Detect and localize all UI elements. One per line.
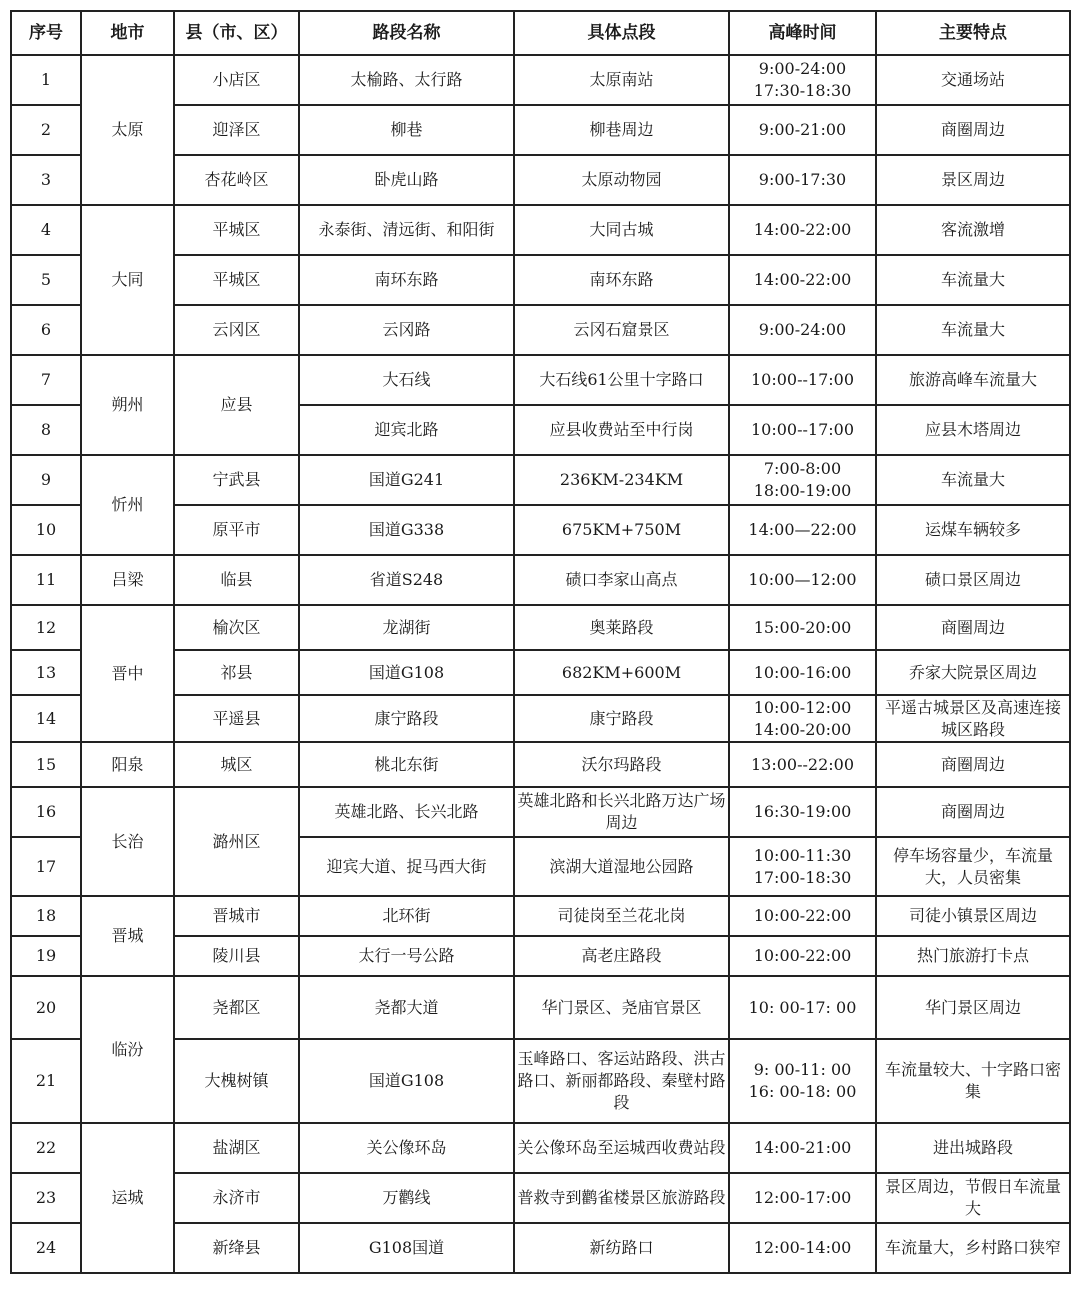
cell-no: 1 — [11, 55, 81, 105]
cell-county: 盐湖区 — [174, 1123, 299, 1173]
cell-spot: 滨湖大道湿地公园路 — [514, 837, 729, 896]
cell-feature: 热门旅游打卡点 — [876, 936, 1070, 976]
cell-spot: 高老庄路段 — [514, 936, 729, 976]
cell-county: 祁县 — [174, 650, 299, 695]
cell-feature: 乔家大院景区周边 — [876, 650, 1070, 695]
peak-traffic-table — [10, 10, 1071, 1274]
table-row — [11, 742, 1070, 787]
cell-peak-time: 9:00-24:00 — [729, 305, 876, 355]
cell-feature: 商圈周边 — [876, 605, 1070, 650]
cell-feature: 司徒小镇景区周边 — [876, 896, 1070, 936]
cell-feature: 客流激增 — [876, 205, 1070, 255]
table-row — [11, 1123, 1070, 1173]
cell-county: 潞州区 — [174, 787, 299, 896]
cell-spot: 云冈石窟景区 — [514, 305, 729, 355]
cell-road: 柳巷 — [299, 105, 514, 155]
header-peak-time: 高峰时间 — [729, 11, 876, 55]
cell-county: 应县 — [174, 355, 299, 455]
cell-county: 平遥县 — [174, 695, 299, 742]
cell-county: 平城区 — [174, 205, 299, 255]
cell-city: 晋中 — [81, 605, 174, 742]
cell-spot: 柳巷周边 — [514, 105, 729, 155]
cell-road: 国道G108 — [299, 650, 514, 695]
cell-feature: 运煤车辆较多 — [876, 505, 1070, 555]
cell-spot: 奥莱路段 — [514, 605, 729, 650]
cell-no: 18 — [11, 896, 81, 936]
cell-city: 太原 — [81, 55, 174, 205]
cell-road: 省道S248 — [299, 555, 514, 605]
cell-spot: 南环东路 — [514, 255, 729, 305]
cell-no: 7 — [11, 355, 81, 405]
header-spot: 具体点段 — [514, 11, 729, 55]
table-wrapper — [10, 10, 1071, 1274]
header-road: 路段名称 — [299, 11, 514, 55]
cell-spot: 应县收费站至中行岗 — [514, 405, 729, 455]
cell-city: 阳泉 — [81, 742, 174, 787]
cell-no: 12 — [11, 605, 81, 650]
cell-feature: 车流量大 — [876, 305, 1070, 355]
cell-no: 6 — [11, 305, 81, 355]
cell-city: 长治 — [81, 787, 174, 896]
cell-peak-time: 14:00-21:00 — [729, 1123, 876, 1173]
header-row — [11, 11, 1070, 55]
cell-feature: 碛口景区周边 — [876, 555, 1070, 605]
cell-feature: 平遥古城景区及高速连接城区路段 — [876, 695, 1070, 742]
cell-peak-time: 14:00—22:00 — [729, 505, 876, 555]
table-row — [11, 555, 1070, 605]
cell-county: 新绛县 — [174, 1223, 299, 1273]
cell-peak-time: 10:00—12:00 — [729, 555, 876, 605]
cell-spot: 太原动物园 — [514, 155, 729, 205]
cell-road: 康宁路段 — [299, 695, 514, 742]
cell-peak-time: 13:00--22:00 — [729, 742, 876, 787]
cell-city: 大同 — [81, 205, 174, 355]
cell-road: 万鹳线 — [299, 1173, 514, 1223]
cell-no: 17 — [11, 837, 81, 896]
cell-spot: 关公像环岛至运城西收费站段 — [514, 1123, 729, 1173]
cell-road: 南环东路 — [299, 255, 514, 305]
cell-peak-time: 12:00-17:00 — [729, 1173, 876, 1223]
cell-feature: 车流量大，乡村路口狭窄 — [876, 1223, 1070, 1273]
cell-no: 19 — [11, 936, 81, 976]
cell-no: 8 — [11, 405, 81, 455]
cell-spot: 682KM+600M — [514, 650, 729, 695]
cell-spot: 沃尔玛路段 — [514, 742, 729, 787]
cell-peak-time: 9: 00-11: 00 16: 00-18: 00 — [729, 1039, 876, 1123]
cell-spot: 华门景区、尧庙官景区 — [514, 976, 729, 1039]
cell-feature: 车流量较大、十字路口密集 — [876, 1039, 1070, 1123]
table-row — [11, 896, 1070, 936]
table-row — [11, 355, 1070, 405]
header-city: 地市 — [81, 11, 174, 55]
cell-peak-time: 10:00-12:00 14:00-20:00 — [729, 695, 876, 742]
cell-road: 国道G108 — [299, 1039, 514, 1123]
cell-city: 晋城 — [81, 896, 174, 976]
cell-no: 16 — [11, 787, 81, 837]
header-feature: 主要特点 — [876, 11, 1070, 55]
cell-feature: 商圈周边 — [876, 742, 1070, 787]
cell-road: 北环街 — [299, 896, 514, 936]
cell-feature: 商圈周边 — [876, 787, 1070, 837]
table-row — [11, 787, 1070, 837]
cell-peak-time: 10:00-16:00 — [729, 650, 876, 695]
cell-road: 卧虎山路 — [299, 155, 514, 205]
cell-feature: 车流量大 — [876, 255, 1070, 305]
header-county: 县（市、区） — [174, 11, 299, 55]
cell-peak-time: 9:00-21:00 — [729, 105, 876, 155]
cell-county: 宁武县 — [174, 455, 299, 505]
table-row — [11, 976, 1070, 1039]
cell-peak-time: 10:00-11:30 17:00-18:30 — [729, 837, 876, 896]
table-row — [11, 55, 1070, 105]
cell-peak-time: 15:00-20:00 — [729, 605, 876, 650]
cell-no: 3 — [11, 155, 81, 205]
cell-spot: 675KM+750M — [514, 505, 729, 555]
cell-feature: 车流量大 — [876, 455, 1070, 505]
cell-road: 龙湖街 — [299, 605, 514, 650]
cell-peak-time: 10: 00-17: 00 — [729, 976, 876, 1039]
cell-feature: 进出城路段 — [876, 1123, 1070, 1173]
cell-city: 朔州 — [81, 355, 174, 455]
cell-spot: 太原南站 — [514, 55, 729, 105]
cell-road: 桃北东街 — [299, 742, 514, 787]
cell-road: 永泰街、清远街、和阳街 — [299, 205, 514, 255]
cell-spot: 大同古城 — [514, 205, 729, 255]
cell-no: 23 — [11, 1173, 81, 1223]
cell-road: 大石线 — [299, 355, 514, 405]
cell-road: 国道G241 — [299, 455, 514, 505]
cell-no: 22 — [11, 1123, 81, 1173]
cell-county: 陵川县 — [174, 936, 299, 976]
cell-road: 英雄北路、长兴北路 — [299, 787, 514, 837]
cell-city: 吕梁 — [81, 555, 174, 605]
cell-county: 原平市 — [174, 505, 299, 555]
table-row — [11, 605, 1070, 650]
cell-feature: 旅游高峰车流量大 — [876, 355, 1070, 405]
cell-county: 云冈区 — [174, 305, 299, 355]
cell-spot: 碛口李家山高点 — [514, 555, 729, 605]
cell-peak-time: 16:30-19:00 — [729, 787, 876, 837]
cell-road: 太榆路、太行路 — [299, 55, 514, 105]
cell-road: G108国道 — [299, 1223, 514, 1273]
cell-county: 平城区 — [174, 255, 299, 305]
cell-road: 迎宾北路 — [299, 405, 514, 455]
cell-spot: 玉峰路口、客运站路段、洪古路口、新丽都路段、秦壁村路段 — [514, 1039, 729, 1123]
cell-spot: 新纺路口 — [514, 1223, 729, 1273]
cell-no: 15 — [11, 742, 81, 787]
cell-no: 2 — [11, 105, 81, 155]
cell-no: 20 — [11, 976, 81, 1039]
cell-road: 国道G338 — [299, 505, 514, 555]
cell-county: 大槐树镇 — [174, 1039, 299, 1123]
cell-city: 忻州 — [81, 455, 174, 555]
cell-spot: 236KM-234KM — [514, 455, 729, 505]
cell-no: 11 — [11, 555, 81, 605]
table-row — [11, 455, 1070, 505]
header-no: 序号 — [11, 11, 81, 55]
table-row — [11, 205, 1070, 255]
cell-county: 城区 — [174, 742, 299, 787]
cell-county: 晋城市 — [174, 896, 299, 936]
cell-peak-time: 9:00-17:30 — [729, 155, 876, 205]
cell-feature: 景区周边，节假日车流量大 — [876, 1173, 1070, 1223]
cell-no: 13 — [11, 650, 81, 695]
cell-county: 榆次区 — [174, 605, 299, 650]
cell-road: 迎宾大道、捉马西大街 — [299, 837, 514, 896]
cell-peak-time: 10:00--17:00 — [729, 405, 876, 455]
cell-feature: 景区周边 — [876, 155, 1070, 205]
cell-no: 24 — [11, 1223, 81, 1273]
cell-road: 太行一号公路 — [299, 936, 514, 976]
cell-city: 临汾 — [81, 976, 174, 1123]
cell-county: 尧都区 — [174, 976, 299, 1039]
cell-county: 迎泽区 — [174, 105, 299, 155]
cell-feature: 商圈周边 — [876, 105, 1070, 155]
cell-peak-time: 14:00-22:00 — [729, 255, 876, 305]
cell-peak-time: 10:00--17:00 — [729, 355, 876, 405]
cell-spot: 司徒岗至兰花北岗 — [514, 896, 729, 936]
cell-spot: 普救寺到鹳雀楼景区旅游路段 — [514, 1173, 729, 1223]
cell-spot: 康宁路段 — [514, 695, 729, 742]
cell-city: 运城 — [81, 1123, 174, 1273]
cell-feature: 交通场站 — [876, 55, 1070, 105]
cell-county: 临县 — [174, 555, 299, 605]
cell-no: 5 — [11, 255, 81, 305]
cell-feature: 华门景区周边 — [876, 976, 1070, 1039]
cell-no: 4 — [11, 205, 81, 255]
cell-no: 10 — [11, 505, 81, 555]
cell-county: 永济市 — [174, 1173, 299, 1223]
cell-peak-time: 10:00-22:00 — [729, 896, 876, 936]
cell-road: 尧都大道 — [299, 976, 514, 1039]
cell-road: 关公像环岛 — [299, 1123, 514, 1173]
cell-feature: 停车场容量少，车流量大，人员密集 — [876, 837, 1070, 896]
cell-county: 小店区 — [174, 55, 299, 105]
cell-feature: 应县木塔周边 — [876, 405, 1070, 455]
cell-road: 云冈路 — [299, 305, 514, 355]
cell-spot: 大石线61公里十字路口 — [514, 355, 729, 405]
cell-no: 14 — [11, 695, 81, 742]
cell-peak-time: 10:00-22:00 — [729, 936, 876, 976]
cell-peak-time: 7:00-8:00 18:00-19:00 — [729, 455, 876, 505]
cell-no: 21 — [11, 1039, 81, 1123]
cell-peak-time: 12:00-14:00 — [729, 1223, 876, 1273]
cell-peak-time: 14:00-22:00 — [729, 205, 876, 255]
cell-spot: 英雄北路和长兴北路万达广场周边 — [514, 787, 729, 837]
cell-county: 杏花岭区 — [174, 155, 299, 205]
cell-no: 9 — [11, 455, 81, 505]
cell-peak-time: 9:00-24:00 17:30-18:30 — [729, 55, 876, 105]
